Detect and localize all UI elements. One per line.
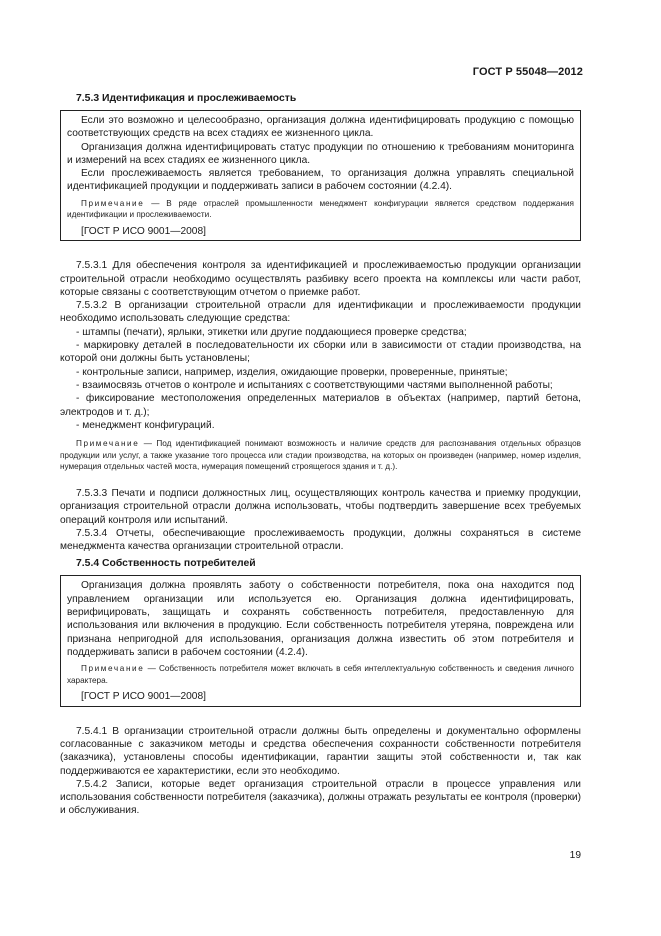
list-item: - менеджмент конфигураций.: [76, 419, 215, 431]
paragraph-7-5-3-3: 7.5.3.3 Печати и подписи должностных лиц, осуществляющих контроль качества и приемку продукции, организация строительной отрасли должна использовать, чтобы подтвердить завершение всех требуемых операций контроля или испытаний.: [60, 487, 581, 526]
paragraph-7-5-4-1: 7.5.4.1 В организации строительной отрасли должны быть определены и документально оформлены согласованные с заказчиком методы и средства обеспечения сохранности собственности потребителя (заказчика), установлены способы идентификации, гарантии защиты этой собственности и, так как поддерживаются ее характеристики, если это необходимо.: [60, 725, 581, 777]
paragraph-7-5-4-2: 7.5.4.2 Записи, которые ведет организация строительной отрасли в процессе управления или использования собственности потребителя (заказчика), должны отражать результаты ее контроля (проверки) и обслуживания.: [60, 778, 581, 817]
quote-paragraph: Организация должна идентифицировать статус продукции по отношению к требованиям мониторинга и измерений на всех стадиях ее жизненного цикла.: [67, 141, 574, 166]
list-item: - фиксирование местоположения определенных материалов в объектах (например, партий бетона, электродов и т. д.);: [60, 393, 581, 418]
note-text: — Под идентификацией понимают возможность и наличие средств для распознавания отдельных образцов продукции или услуг, а также указание того процесса или стадии производства, на которых он произведен (например, номер изделия, нумерация отдельных частей моста, нумерация помещений строящегося здания и т. д.).: [60, 439, 581, 472]
standard-reference: [ГОСТ Р ИСО 9001—2008]: [81, 225, 206, 237]
quote-paragraph: Если прослеживаемость является требованием, то организация должна управлять специальной идентификацией продукции и поддерживать записи в рабочем состоянии (4.2.4).: [67, 168, 574, 193]
section-7-5-4-heading: 7.5.4 Собственность потребителей: [76, 558, 256, 570]
note-text: — В ряде отраслей промышленности менеджмент конфигурации является средством поддержания идентификации и прослеживаемости.: [67, 198, 574, 220]
section-7-5-3-heading: 7.5.3 Идентификация и прослеживаемость: [76, 93, 297, 104]
paragraph-7-5-3-1: 7.5.3.1 Для обеспечения контроля за идентификацией и прослеживаемостью продукции организации строительной отрасли необходимо осуществлять разбивку всего проекта на комплексы или части работ, которые связаны с соответствующим отчетом о приемке работ.: [60, 260, 581, 298]
list-item: - штампы (печати), ярлыки, этикетки или другие поддающиеся проверке средства;: [76, 326, 467, 338]
standard-code: ГОСТ Р 55048—2012: [472, 66, 583, 78]
note-text: — Собственность потребителя может включать в себя интеллектуальную собственность и сведения личного характера.: [67, 664, 574, 685]
list-item: - маркировку деталей в последовательности их сборки или в зависимости от стадии производства, на которой они должны быть установлены;: [60, 340, 581, 365]
quote-box-iso-9001-identification: [60, 110, 581, 241]
note-label: Примечание: [81, 198, 145, 208]
identification-note: [60, 438, 581, 473]
page-content: [60, 92, 581, 818]
standard-reference: [ГОСТ Р ИСО 9001—2008]: [81, 691, 206, 703]
quote-paragraph: Если это возможно и целесообразно, организация должна идентифицировать продукцию с помощью соответствующих средств на всех стадиях ее жизненного цикла.: [67, 115, 574, 140]
quote-paragraph: Организация должна проявлять заботу о собственности потребителя, пока она находится под управлением организации или используется ею. Организация должна идентифицировать, верифицировать, защищать и сохранять собственность потребителя, предоставленную для использования или включения в продукцию. Если собственность потребителя утеряна, повреждена или признана непригодной для использования, организация должна известить об этом потребителя и поддерживать записи в рабочем состоянии (4.2.4).: [67, 580, 574, 658]
paragraph-7-5-3-2: 7.5.3.2 В организации строительной отрасли для идентификации и прослеживаемости продукции необходимо использовать следующие средства:: [60, 300, 581, 325]
list-item: - контрольные записи, например, изделия, ожидающие проверки, проверенные, принятые;: [76, 366, 508, 378]
quote-box-iso-9001-customer-property: [60, 575, 581, 706]
note-label: Примечание: [81, 664, 145, 674]
page-number: 19: [569, 850, 581, 861]
paragraph-7-5-3-4: 7.5.3.4 Отчеты, обеспечивающие прослеживаемость продукции, должны сохраняться в системе менеджмента качества организации строительной отрасли.: [60, 527, 581, 553]
quote-note: [67, 198, 574, 221]
quote-note: [67, 663, 574, 686]
list-item: - взаимосвязь отчетов о контроле и испытаниях с соответствующими частями выполненной работы;: [76, 379, 553, 391]
note-label: Примечание: [76, 439, 140, 449]
